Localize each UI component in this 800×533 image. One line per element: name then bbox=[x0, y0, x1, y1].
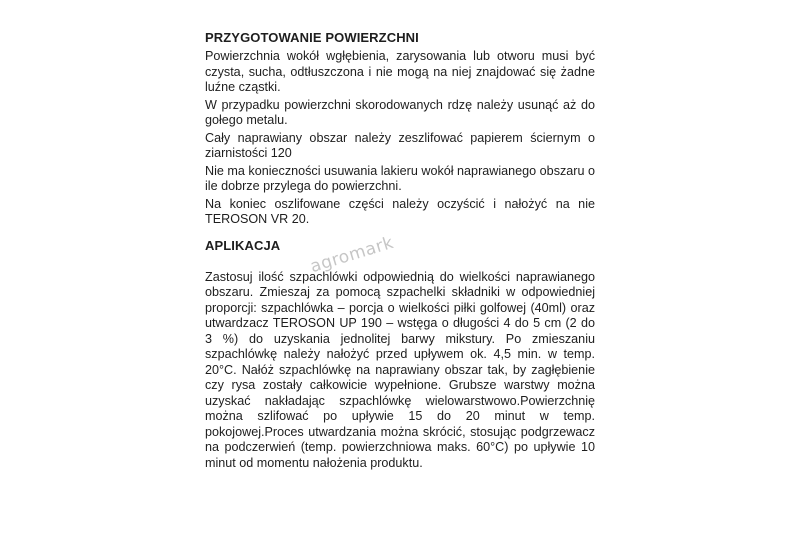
paragraph: Na koniec oszlifowane części należy oczyścić i nałożyć na nie TEROSON VR 20. bbox=[205, 196, 595, 226]
section-application bbox=[205, 238, 595, 472]
paragraph: Cały naprawiany obszar należy zeszlifować papierem ściernym o ziarnistości 120 bbox=[205, 130, 595, 160]
paragraph: Nie ma konieczności usuwania lakieru wokół naprawianego obszaru o ile dobrze przylega do powierzchni. bbox=[205, 163, 595, 193]
paragraph: Zastosuj ilość szpachlówki odpowiednią do wielkości naprawianego obszaru. Zmieszaj za pomocą szpachelki składniki w odpowiedniej proporcji: szpachlówka – porcja o wielkości piłki golfowej (40ml) oraz utwardzacz TEROSON UP 190 – wstęga o długości 4 do 5 cm (2 do 3 %) do uzyskania jednolitej barwy mikstury. Po zmieszaniu szpachlówkę należy nałożyć przed upływem ok. 4,5 min. w temp. 20°C. Nałóż szpachlówkę na naprawiany obszar tak, by zagłębienie czy rysa zostały całkowicie wypełnione. Grubsze warstwy można uzyskać nakładając szpachlówkę wielowarstwowo.Powierzchnię można szlifować po upływie 15 do 20 minut w temp. pokojowej.Proces utwardzania można skrócić, stosując podgrzewacz na podczerwień (temp. powierzchniowa maks. 60°C) po upływie 10 minut od momentu nałożenia produktu. bbox=[205, 269, 595, 470]
section-heading: PRZYGOTOWANIE POWIERZCHNI bbox=[205, 30, 419, 45]
document bbox=[205, 30, 595, 473]
paragraph: Powierzchnia wokół wgłębienia, zarysowania lub otworu musi być czysta, sucha, odtłuszczona i nie mogą na niej znajdować się żadne luźne cząstki. bbox=[205, 49, 595, 94]
watermark: agromark bbox=[308, 232, 397, 278]
section-surface-preparation bbox=[205, 30, 595, 228]
paragraph: W przypadku powierzchni skorodowanych rdzę należy usunąć aż do gołego metalu. bbox=[205, 97, 595, 127]
section-heading: APLIKACJA bbox=[205, 237, 281, 253]
